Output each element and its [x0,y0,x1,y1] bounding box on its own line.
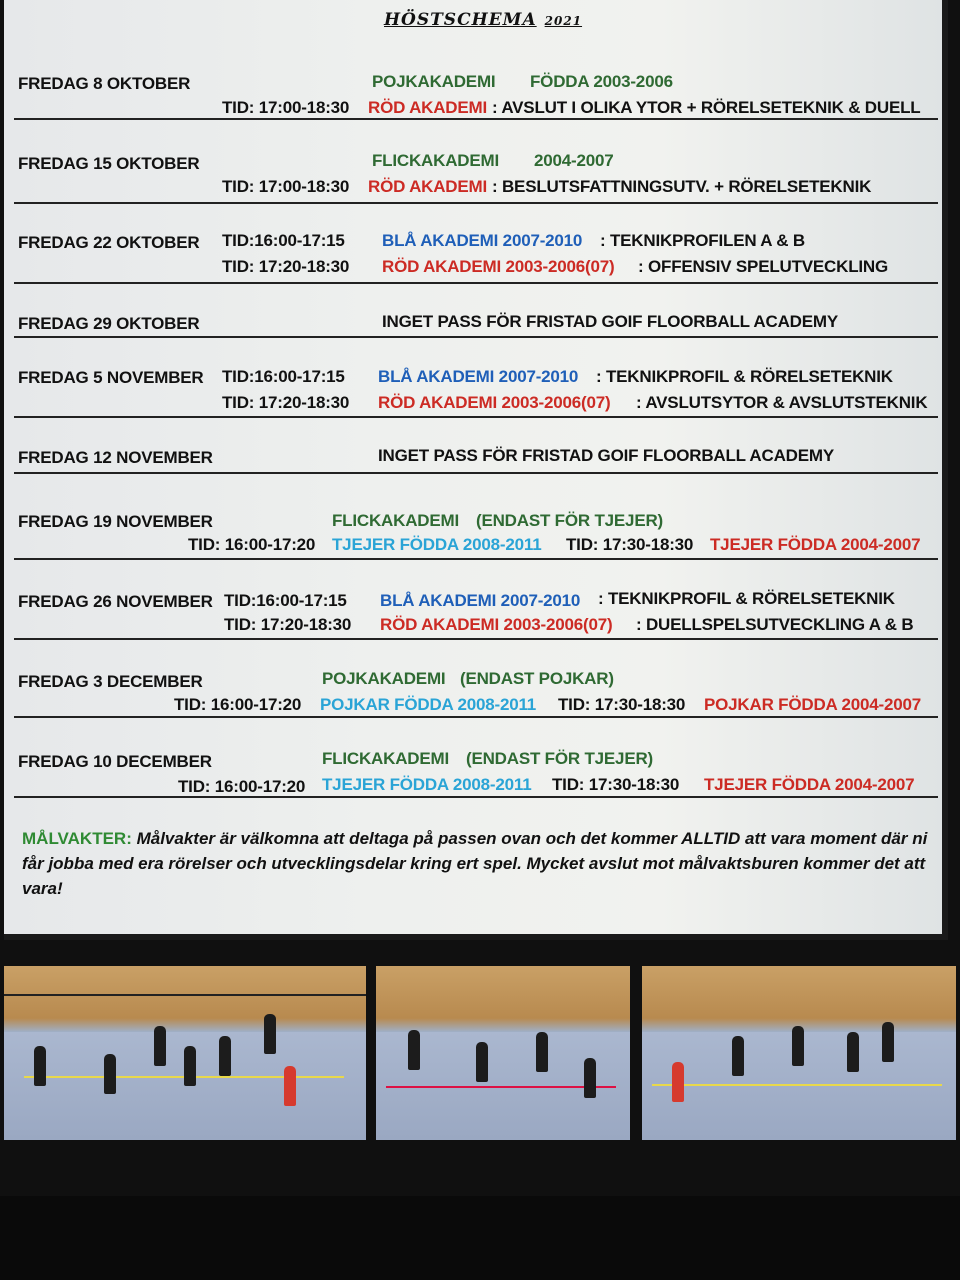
row-divider [14,282,938,284]
player [284,1066,296,1106]
player [34,1046,46,1086]
row-subheading: (ENDAST FÖR TJEJER) [476,511,663,530]
player [264,1014,276,1054]
player [184,1046,196,1086]
row-date: FREDAG 5 NOVEMBER [18,368,204,387]
row-description: : BESLUTSFATTNINGSUTV. + RÖRELSETEKNIK [492,177,872,196]
row-time: TID: 17:30-18:30 [552,775,680,794]
row-subheading: (ENDAST POJKAR) [460,669,614,688]
court-line [652,1084,942,1086]
row-subheading: 2004-2007 [534,151,614,170]
note-text: Målvakter är välkomna att deltaga på passen ovan och det kommer ALLTID att vara moment där ni får jobba med era rörelser och utvecklingsdelar kring ert spel. Mycket avslut mot målvaktsburen kommer det att vara! [22,829,928,898]
row-date: FREDAG 22 OKTOBER [18,233,200,252]
row-time: TID: 16:00-17:20 [174,695,302,714]
row-date: FREDAG 29 OKTOBER [18,314,200,333]
row-description: : TEKNIKPROFIL & RÖRELSETEKNIK [596,367,893,386]
schedule-sheet [4,0,948,940]
row-time: TID:16:00-17:15 [222,367,345,386]
row-description: : OFFENSIV SPELUTVECKLING [638,257,889,276]
row-description: : AVSLUTSYTOR & AVSLUTSTEKNIK [636,393,928,412]
row-academy: RÖD AKADEMI 2003-2006(07) [380,615,613,634]
row-divider [14,202,938,204]
row-heading: FLICKAKADEMI [322,749,449,768]
player [476,1042,488,1082]
row-group: TJEJER FÖDDA 2008-2011 [322,775,532,794]
screen-bezel [0,1196,960,1280]
row-date: FREDAG 8 OKTOBER [18,74,191,93]
row-description: : AVSLUT I OLIKA YTOR + RÖRELSETEKNIK & DUELL [492,98,921,117]
row-heading: POJKAKADEMI [372,72,496,91]
row-date: FREDAG 12 NOVEMBER [18,448,213,467]
row-divider [14,796,938,798]
row-academy: BLÅ AKADEMI 2007-2010 [380,591,581,610]
row-group: POJKAR FÖDDA 2008-2011 [320,695,537,714]
training-photo-2 [376,966,630,1140]
row-academy: RÖD AKADEMI [368,98,487,117]
row-academy: BLÅ AKADEMI 2007-2010 [382,231,583,250]
board-stripe [4,994,366,996]
player [792,1026,804,1066]
row-time: TID: 17:30-18:30 [558,695,686,714]
row-subheading: (ENDAST FÖR TJEJER) [466,749,653,768]
note-heading: MÅLVAKTER: [22,829,132,848]
row-notice: INGET PASS FÖR FRISTAD GOIF FLOORBALL ACADEMY [382,312,838,331]
row-time: TID: 17:20-18:30 [224,615,352,634]
row-time: TID: 17:00-18:30 [222,98,350,117]
row-date: FREDAG 15 OKTOBER [18,154,200,173]
row-heading: POJKAKADEMI [322,669,446,688]
row-description: : TEKNIKPROFILEN A & B [600,231,805,250]
row-time: TID: 16:00-17:20 [178,777,306,796]
row-divider [14,638,938,640]
player [584,1058,596,1098]
row-description: : TEKNIKPROFIL & RÖRELSETEKNIK [598,589,895,608]
row-group: TJEJER FÖDDA 2004-2007 [704,775,915,794]
row-academy: BLÅ AKADEMI 2007-2010 [378,367,579,386]
row-description: : DUELLSPELSUTVECKLING A & B [636,615,914,634]
row-time: TID: 17:20-18:30 [222,257,350,276]
training-photo-1 [4,966,366,1140]
row-divider [14,472,938,474]
row-time: TID:16:00-17:15 [222,231,345,250]
page-title: HÖSTSCHEMA 2021 [384,10,583,30]
row-heading: FLICKAKADEMI [332,511,459,530]
row-divider [14,716,938,718]
row-group: POJKAR FÖDDA 2004-2007 [704,695,921,714]
player [104,1054,116,1094]
row-divider [14,558,938,560]
row-time: TID: 16:00-17:20 [188,535,316,554]
row-date: FREDAG 19 NOVEMBER [18,512,213,531]
row-heading: FLICKAKADEMI [372,151,499,170]
player [847,1032,859,1072]
row-time: TID: 17:30-18:30 [566,535,694,554]
row-notice: INGET PASS FÖR FRISTAD GOIF FLOORBALL ACADEMY [378,446,834,465]
player [408,1030,420,1070]
row-divider [14,336,938,338]
player [219,1036,231,1076]
player [154,1026,166,1066]
row-subheading: FÖDDA 2003-2006 [530,72,673,91]
goalkeeper-note [22,826,942,901]
row-academy: RÖD AKADEMI 2003-2006(07) [382,257,615,276]
row-academy: RÖD AKADEMI [368,177,487,196]
row-academy: RÖD AKADEMI 2003-2006(07) [378,393,611,412]
player [672,1062,684,1102]
row-divider [14,416,938,418]
player [882,1022,894,1062]
court-line [386,1086,616,1088]
row-time: TID:16:00-17:15 [224,591,347,610]
player [536,1032,548,1072]
row-time: TID: 17:00-18:30 [222,177,350,196]
row-group: TJEJER FÖDDA 2004-2007 [710,535,921,554]
player [732,1036,744,1076]
row-date: FREDAG 10 DECEMBER [18,752,212,771]
row-group: TJEJER FÖDDA 2008-2011 [332,535,542,554]
training-photo-3 [642,966,956,1140]
row-date: FREDAG 26 NOVEMBER [18,592,213,611]
row-divider [14,118,938,120]
row-date: FREDAG 3 DECEMBER [18,672,203,691]
row-time: TID: 17:20-18:30 [222,393,350,412]
